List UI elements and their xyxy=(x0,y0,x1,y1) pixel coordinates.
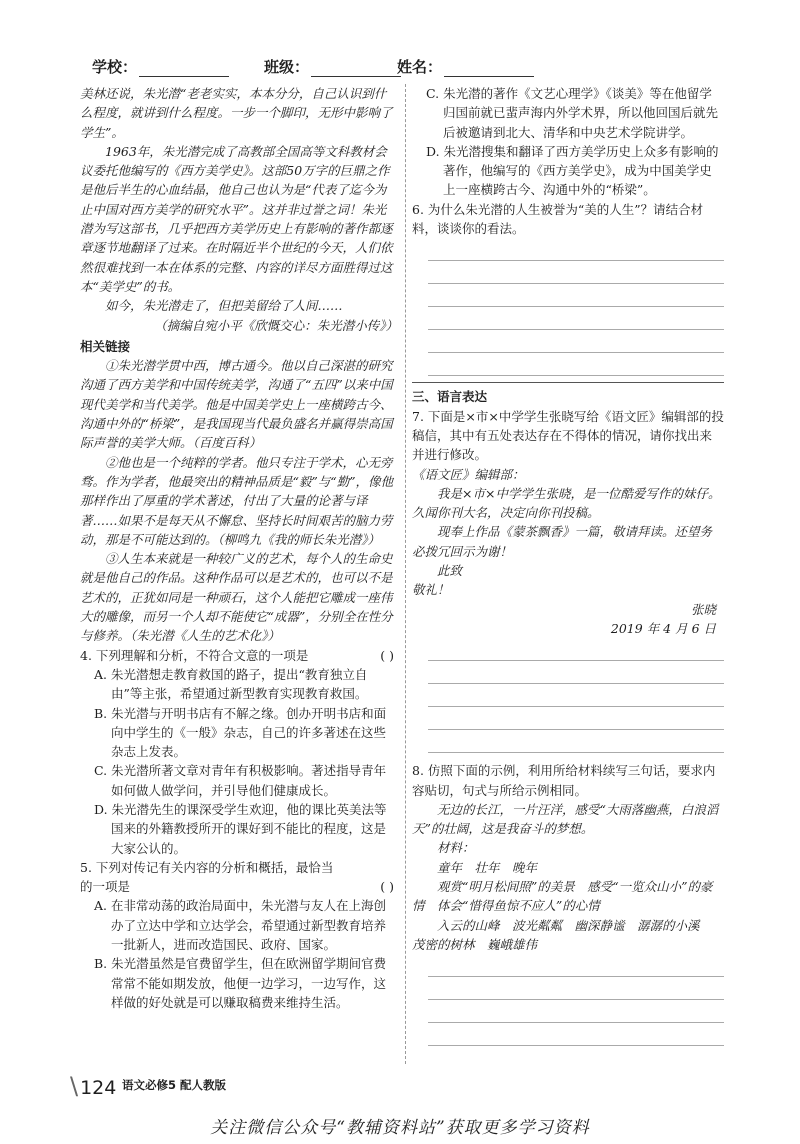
q4-option-c[interactable]: C. 朱光潜所著文章对青年有积极影响。著述指导青年如何做人做学问，并引导他们健康成长。 xyxy=(94,763,387,798)
question-5 xyxy=(80,858,398,897)
book-label: 语文必修5 配人教版 xyxy=(122,1078,227,1092)
column-divider xyxy=(405,84,406,1064)
q4-option-d[interactable]: D. 朱光潜先生的课深受学生欢迎，他的课比英美法等国来的外籍教授所开的课好到不能比的程度，这是大家公认的。 xyxy=(94,801,387,856)
class-blank[interactable] xyxy=(311,62,401,77)
letter-body: 我是×市×中学学生张晓，是一位酷爱写作的妹仔。久闻你刊大名，决定向你刊投稿。 xyxy=(412,485,721,521)
passage-paragraph: 1963年，朱光潜完成了高教部全国高等文科教材会议委托他编写的《西方美学史》。这部50万字的巨鼎之作是他后半生的心血结晶，他自己也认为是“代表了迄今为止中国对西方美学的研究水平”。这并非过誉之词！朱光潜为写这部书，几乎把西方美学历史上有影响的著作都逐章逐节地翻译了过来。在时隔近半个世纪的今天，人们依然很难找到一本在体系的完整、内容的详尽方面胜得过这本“美学史”的书。 xyxy=(80,143,393,294)
q8-material: 观赏“明月松间照”的美景 感受“一览众山小”的豪情 体会“惜得鱼惊不应人”的心情 xyxy=(412,879,713,914)
q8-materials-label: 材料： xyxy=(437,840,475,856)
school-label: 学校： xyxy=(92,58,138,76)
class-label: 班级： xyxy=(264,58,310,76)
q5-answer-box[interactable]: ( ) xyxy=(380,878,394,894)
q5-option-c[interactable]: C. 朱光潜的著作《文艺心理学》《谈美》等在他留学归国前就已蜚声海内外学术界，所以他回国后就先后被邀请到北大、清华和中央艺术学院讲学。 xyxy=(426,86,719,140)
q8-answer-lines[interactable] xyxy=(412,954,724,1046)
letter-signature: 张晓 xyxy=(690,601,716,617)
q4-stem: 4. 下列理解和分析，不符合文意的一项是 xyxy=(80,647,309,663)
name-label: 姓名： xyxy=(397,58,443,76)
section-divider xyxy=(412,382,724,383)
q7-answer-lines[interactable] xyxy=(412,638,724,753)
letter-date: 2019 年 4 月 6 日 xyxy=(610,620,716,636)
q4-answer-box[interactable]: ( ) xyxy=(380,647,394,663)
student-info-header xyxy=(92,52,732,78)
question-8: 8. 仿照下面的示例，利用所给材料续写三句话，要求内容贴切，句式与所给示例相同。 xyxy=(412,763,716,798)
q5-option-a[interactable]: A. 在非常动荡的政治局面中，朱光潜与友人在上海创办了立达中学和立达学会，希望通过新型教育培养一批新人，进而改造国民、政府、国家。 xyxy=(94,898,387,953)
letter-body: 现奉上作品《蒙茶飘香》一篇，敬请拜读。还望务必拨冗回示为谢！ xyxy=(412,524,713,559)
related-links-title: 相关链接 xyxy=(80,338,131,354)
page-number: \ 124 xyxy=(70,1072,117,1100)
related-link-2: ②他也是一个纯粹的学者。他只专注于学术，心无旁骛。作为学者，他最突出的精神品质是“毅”与“勤”，像他那样作出了厚重的学术著述，付出了大量的论著与译著……如果不是每天从不懈怠、坚持长时间艰苦的脑力劳动，那是不可能达到的。（柳鸣九《我的师长朱光潜》） xyxy=(80,454,394,547)
submission-letter xyxy=(412,465,724,639)
q5-option-b[interactable]: B. 朱光潜虽然是官费留学生，但在欧洲留学期间官费常常不能如期发放，他便一边学习，一边写作，这样做的好处就是可以赚取稿费来维持生活。 xyxy=(94,956,387,1010)
passage-paragraph: 如今，朱光潜走了，但把美留给了人间…… xyxy=(105,298,343,314)
q5-stem: 5. 下列对传记有关内容的分析和概括，最恰当的一项是 xyxy=(80,859,334,895)
letter-salutation: 《语文匠》编辑部： xyxy=(412,466,525,482)
name-blank[interactable] xyxy=(444,62,534,77)
school-blank[interactable] xyxy=(139,62,229,77)
left-column xyxy=(80,84,398,1012)
letter-closing: 此致 xyxy=(437,563,463,579)
q6-answer-lines[interactable] xyxy=(412,238,724,376)
school-field xyxy=(92,56,229,77)
letter-closing: 敬礼！ xyxy=(412,582,450,598)
q5-option-d[interactable]: D. 朱光潜搜集和翻译了西方美学历史上众多有影响的著作，他编写的《西方美学史》，成为中国美学史上一座横跨古今、沟通中外的“桥梁”。 xyxy=(426,143,719,198)
q8-material: 童年 壮年 晚年 xyxy=(437,859,538,875)
q8-example-block xyxy=(412,800,724,954)
q8-material: 入云的山峰 波光粼粼 幽深静谧 潺潺的小溪 茂密的树林 巍峨雄伟 xyxy=(412,917,713,952)
section-3-title: 三、语言表达 xyxy=(412,389,488,405)
name-field xyxy=(397,56,534,77)
related-link-3: ③人生本来就是一种较广义的艺术，每个人的生命史就是他自己的作品。这种作品可以是艺术的，也可以不是艺术的，正犹如同是一种顽石，这个人能把它雕成一座伟大的雕像，而另一个人却不能使它“成器”，分别全在性分与修养。（朱光潜《人生的艺术化》） xyxy=(80,551,393,644)
class-field xyxy=(264,56,401,77)
right-column xyxy=(412,84,724,1046)
question-6: 6. 为什么朱光潜的人生被誉为“美的人生”？请结合材料，谈谈你的看法。 xyxy=(412,201,704,237)
passage-source: （摘编自宛小平《欣慨交心：朱光潜小传》） xyxy=(154,317,398,333)
passage-paragraph: 美林还说，朱光潜“老老实实，本本分分，自己认识到什么程度，就讲到什么程度。一步一个脚印，无形中影响了学生”。 xyxy=(80,86,393,140)
related-link-1: ①朱光潜学贯中西，博古通今。他以自己深湛的研究沟通了西方美学和中国传统美学，沟通了“五四”以来中国现代美学和当代美学。他是中国美学史上一座横跨古今、沟通中外的“桥梁”，是我国现当代最负盛名并赢得崇高国际声誉的美学大师。（百度百科） xyxy=(80,358,393,451)
q4-option-b[interactable]: B. 朱光潜与开明书店有不解之缘。创办开明书店和面向中学生的《一般》杂志，自己的许多著述在这些杂志上发表。 xyxy=(94,705,387,760)
question-4 xyxy=(80,646,398,665)
q8-example: 无边的长江，一片汪洋，感受“大雨落幽燕，白浪滔天”的壮阔，这是我奋斗的梦想。 xyxy=(412,801,719,837)
q4-option-a[interactable]: A. 朱光潜想走教育救国的路子，提出“教育独立自由”等主张，希望通过新型教育实现教育救国。 xyxy=(94,666,368,702)
question-7: 7. 下面是×市×中学学生张晓写给《语文匠》编辑部的投稿信，其中有五处表达存在不得体的情况，请你找出来并进行修改。 xyxy=(412,408,724,463)
promo-footer: 关注微信公众号“教辅资料站”获取更多学习资料 xyxy=(210,1118,590,1138)
